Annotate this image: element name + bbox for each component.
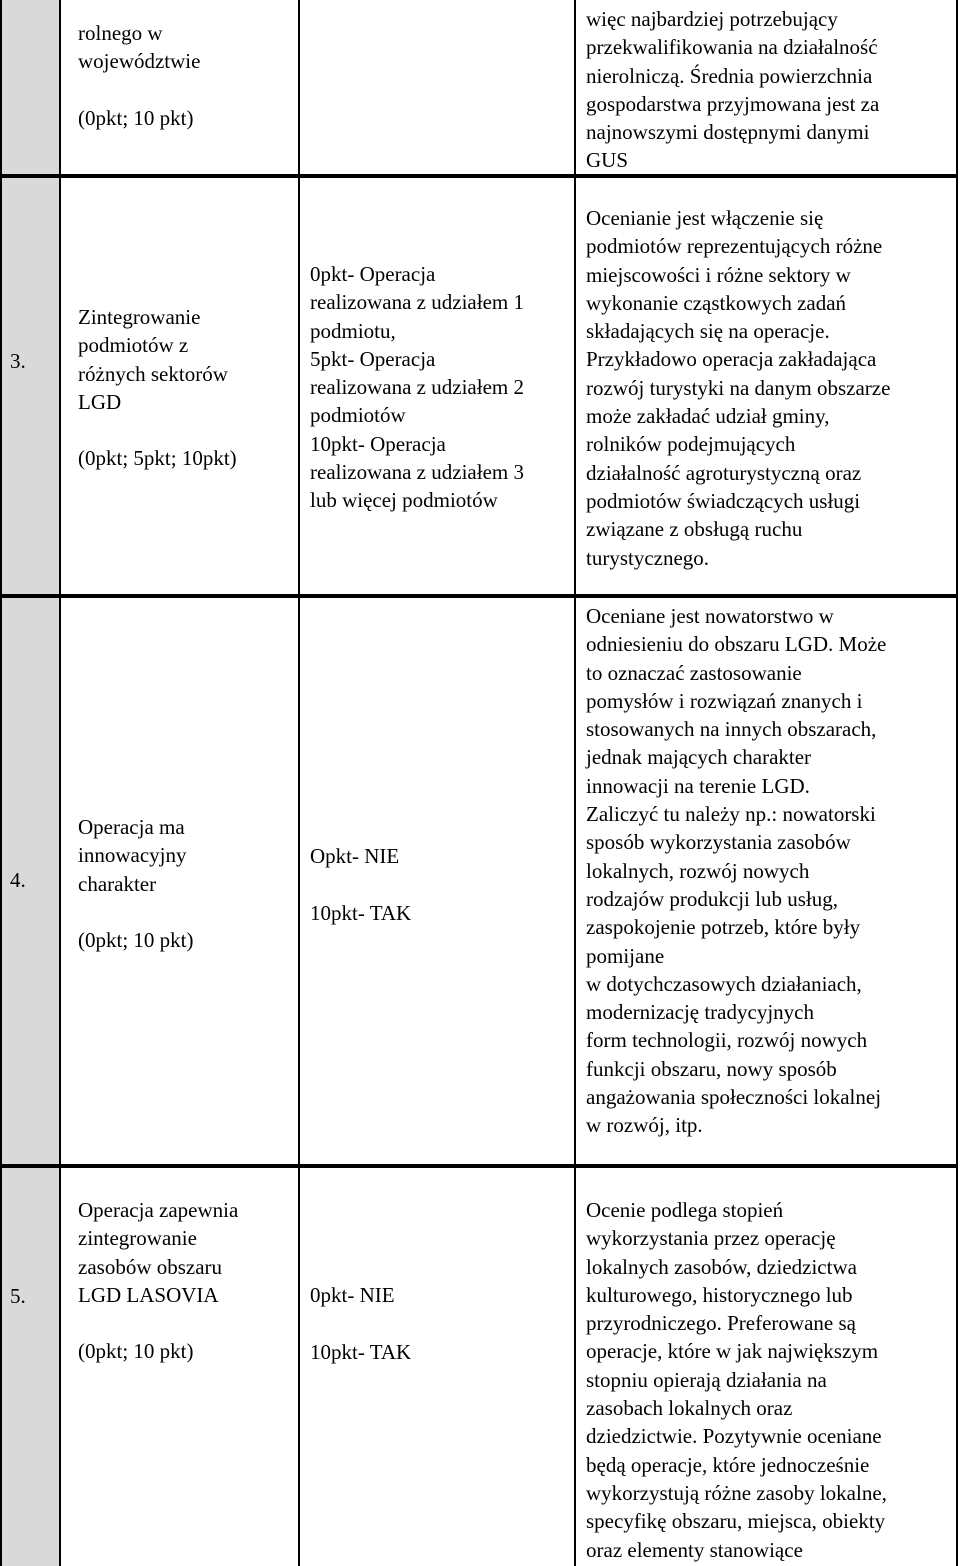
grid-line-vertical bbox=[0, 0, 2, 1566]
scoring-text: Opkt- NIE 10pkt- TAK bbox=[310, 844, 412, 925]
criterion-text: Operacja ma innowacyjny charakter (0pkt; 10 pkt) bbox=[78, 815, 194, 953]
description-text: Oceniane jest nowatorstwo w odniesieniu do obszaru LGD. Może to oznaczać zastosowanie pomysłów i rozwiązań znanych i stosowanych na innych obszarach, jednak mających charakter innowacji na terenie LGD. Zaliczyć tu należy np.: nowatorski sposób wykorzystania zasobów lokalnych, rozwój nowych rodzajów produkcji lub usług, zaspokojenie potrzeb, które były pomijane w dotychczasowych działaniach, modernizację tradycyjnych form technologii, rozwój nowych funkcji obszaru, nowy sposób angażowania społeczności lokalnej w rozwój, itp. bbox=[586, 604, 887, 1138]
row-3-number-cell bbox=[2, 178, 59, 594]
grid-line-vertical bbox=[298, 0, 300, 1566]
criterion-text: Operacja zapewnia zintegrowanie zasobów obszaru LGD LASOVIA (0pkt; 10 pkt) bbox=[78, 1198, 239, 1364]
description-text: Ocenie podlega stopień wykorzystania przez operację lokalnych zasobów, dziedzictwa kulturowego, historycznego lub przyrodniczego. Preferowane są operacje, które w jak największym stopniu opierają działania na zasobach lokalnych oraz dziedzictwie. Pozytywnie oceniane będą operacje, które jednocześnie wykorzystują różne zasoby lokalne, specyfikę obszaru, miejsca, obiekty oraz elementy stanowiące bbox=[586, 1198, 887, 1562]
row-number: 5. bbox=[10, 1284, 26, 1308]
row-number: 3. bbox=[10, 349, 26, 373]
description-text: więc najbardziej potrzebujący przekwalifikowania na działalność nierolniczą. Średnia powierzchnia gospodarstwa przyjmowana jest za najnowszymi dostępnymi danymi GUS bbox=[586, 7, 880, 173]
grid-line-vertical bbox=[59, 0, 61, 1566]
row-5-number-cell bbox=[2, 1168, 59, 1566]
grid-line-vertical bbox=[956, 0, 958, 1566]
criterion-text: rolnego w województwie (0pkt; 10 pkt) bbox=[78, 21, 201, 130]
grid-line-horizontal bbox=[0, 1164, 958, 1168]
scoring-text: 0pkt- NIE 10pkt- TAK bbox=[310, 1283, 412, 1364]
scoring-text: 0pkt- Operacja realizowana z udziałem 1 podmiotu, 5pkt- Operacja realizowana z udziałem 2 podmiotów 10pkt- Operacja realizowana z udziałem 3 lub więcej podmiotów bbox=[310, 262, 524, 513]
grid-line-horizontal bbox=[0, 594, 958, 598]
row-1-number-cell bbox=[2, 0, 59, 174]
grid-line-vertical bbox=[574, 0, 576, 1566]
criterion-text: Zintegrowanie podmiotów z różnych sektorów LGD (0pkt; 5pkt; 10pkt) bbox=[78, 305, 237, 471]
row-number: 4. bbox=[10, 868, 26, 892]
description-text: Ocenianie jest włączenie się podmiotów reprezentujących różne miejscowości i różne sektory w wykonanie cząstkowych zadań składających się na operacje. Przykładowo operacja zakładająca rozwój turystyki na danym obszarze może zakładać udział gminy, rolników podejmujących działalność agroturystyczną oraz podmiotów świadczących usługi związane z obsługą ruchu turystycznego. bbox=[586, 206, 891, 570]
